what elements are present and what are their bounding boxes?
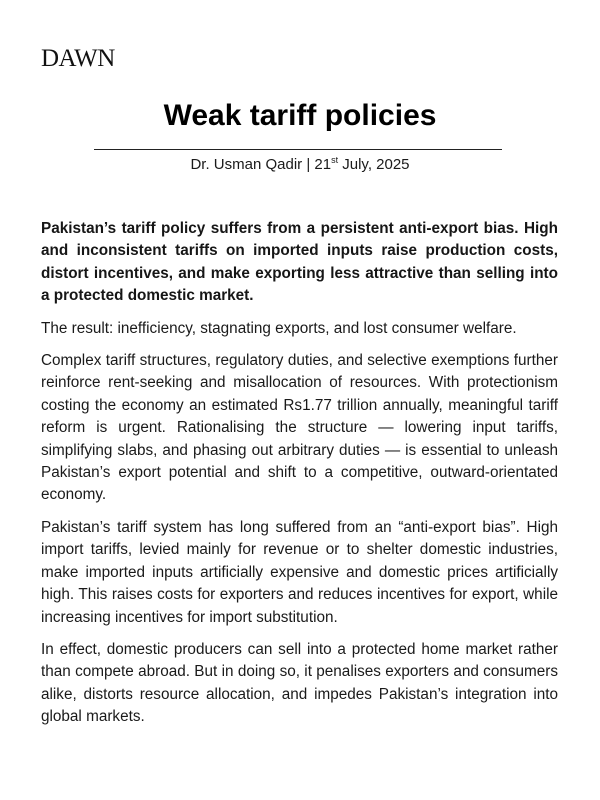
title-divider	[94, 149, 502, 150]
publication-logo[interactable]: DAWN	[41, 45, 115, 72]
body-paragraph: The result: inefficiency, stagnating exports, and lost consumer welfare.	[41, 319, 517, 337]
article-byline	[0, 154, 600, 176]
body-paragraph: In effect, domestic producers can sell into a protected home market rather than compete abroad. But in doing so, it penalises exporters and consumers alike, distorts resource allocation, and impedes Pakistan’s integration into global markets.	[41, 640, 558, 726]
article-title: Weak tariff policies	[163, 99, 437, 132]
byline-author-date: Dr. Usman Qadir | 21	[190, 156, 332, 173]
byline-day-suffix: st	[331, 155, 339, 165]
byline-date-rest: July, 2025	[338, 156, 410, 173]
body-paragraph: Complex tariff structures, regulatory duties, and selective exemptions further reinforce rent-seeking and misallocation of resources. With protectionism costing the economy an estimated Rs1.77 trillion annually, meaningful tariff reform is urgent. Rationalising the structure — lowering input tariffs, simplifying slabs, and phasing out arbitrary duties — is essential to unleash Pakistan’s export potential and shift to a competitive, outward-orientated economy.	[41, 352, 558, 504]
body-paragraph: Pakistan’s tariff system has long suffered from an “anti-export bias”. High import tariffs, levied mainly for revenue or to shelter domestic industries, make imported inputs artificially expensive and domestic prices artificially high. This raises costs for exporters and reduces incentives for export, while increasing incentives for import substitution.	[41, 518, 558, 626]
article-body	[41, 218, 558, 739]
lead-paragraph: Pakistan’s tariff policy suffers from a persistent anti-export bias. High and inconsistent tariffs on imported inputs raise production costs, distort incentives, and make exporting less attractive than selling into a protected domestic market.	[41, 220, 558, 305]
